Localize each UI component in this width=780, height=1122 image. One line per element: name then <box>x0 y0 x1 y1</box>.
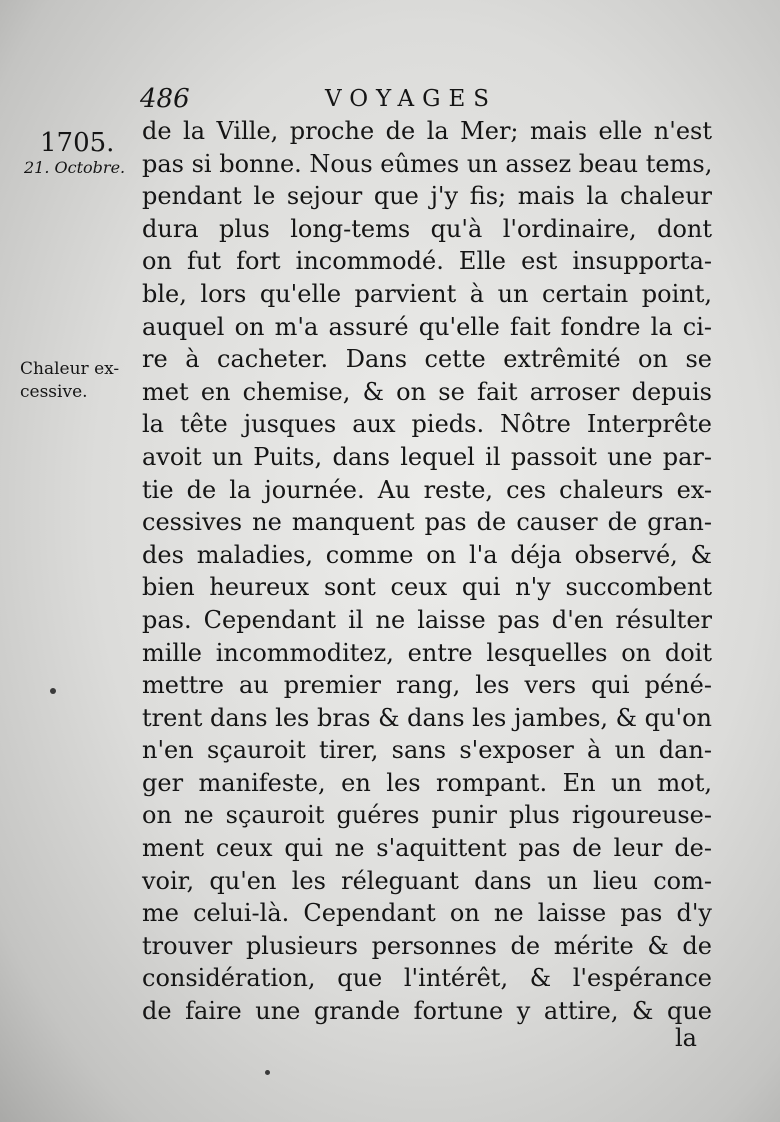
text-line: avoit un Puits, dans lequel il passoit une par- <box>142 442 712 471</box>
text-line: auquel on m'a assuré qu'elle fait fondre la ci- <box>142 312 712 341</box>
text-line: bien heureux sont ceux qui n'y succombent <box>142 573 712 602</box>
text-line: mille incommoditez, entre lesquelles on doit <box>142 638 712 667</box>
text-line: de la Ville, proche de la Mer; mais elle n'est <box>142 117 712 145</box>
text-line: tie de la journée. Au reste, ces chaleurs ex- <box>142 475 712 504</box>
running-title: VOYAGES <box>325 86 497 112</box>
text-line: re à cacheter. Dans cette extrêmité on se <box>142 345 712 374</box>
text-line: on ne sçauroit guéres punir plus rigoureuse- <box>142 801 712 830</box>
text-line: me celui-là. Cependant on ne laisse pas d'y <box>142 899 712 928</box>
text-line: trouver plusieurs personnes de mérite & de <box>142 931 712 960</box>
text-line: ger manifeste, en les rompant. En un mot, <box>142 768 712 797</box>
catchword: la <box>675 1024 697 1052</box>
margin-note-line1: Chaleur ex- <box>20 359 120 379</box>
margin-year: 1705. <box>40 128 115 158</box>
text-line: cessives ne manquent pas de causer de gran- <box>142 508 712 537</box>
text-line: la tête jusques aux pieds. Nôtre Interprête <box>142 410 712 439</box>
text-line: pas. Cependant il ne laisse pas d'en résulter <box>142 605 712 634</box>
text-line: dura plus long-tems qu'à l'ordinaire, dont <box>142 214 712 243</box>
text-line: ble, lors qu'elle parvient à un certain point, <box>142 279 712 308</box>
text-line: ment ceux qui ne s'aquittent pas de leur de- <box>142 834 712 863</box>
text-line: on fut fort incommodé. Elle est insupporta- <box>142 247 712 276</box>
margin-note-line2: cessive. <box>20 382 88 402</box>
page-number: 486 <box>140 84 190 114</box>
text-line: met en chemise, & on se fait arroser depuis <box>142 377 712 406</box>
body-text <box>142 115 712 1028</box>
page-header <box>0 80 780 120</box>
paper-speck <box>265 1070 270 1075</box>
text-line: considération, que l'intérêt, & l'espérance <box>142 964 712 993</box>
text-line: voir, qu'en les réleguant dans un lieu com- <box>142 866 712 895</box>
text-line: de faire une grande fortune y attire, & que <box>142 997 712 1026</box>
text-line: mettre au premier rang, les vers qui péné- <box>142 671 712 700</box>
paper-speck <box>50 688 56 694</box>
margin-date: 21. Octobre. <box>24 158 126 177</box>
text-line: trent dans les bras & dans les jambes, & qu'on <box>142 703 712 732</box>
text-line: pendant le sejour que j'y fis; mais la chaleur <box>142 182 712 211</box>
text-line: n'en sçauroit tirer, sans s'exposer à un dan- <box>142 736 712 765</box>
text-line: des maladies, comme on l'a déja observé, & <box>142 540 712 569</box>
text-line: pas si bonne. Nous eûmes un assez beau tems, <box>142 149 713 178</box>
